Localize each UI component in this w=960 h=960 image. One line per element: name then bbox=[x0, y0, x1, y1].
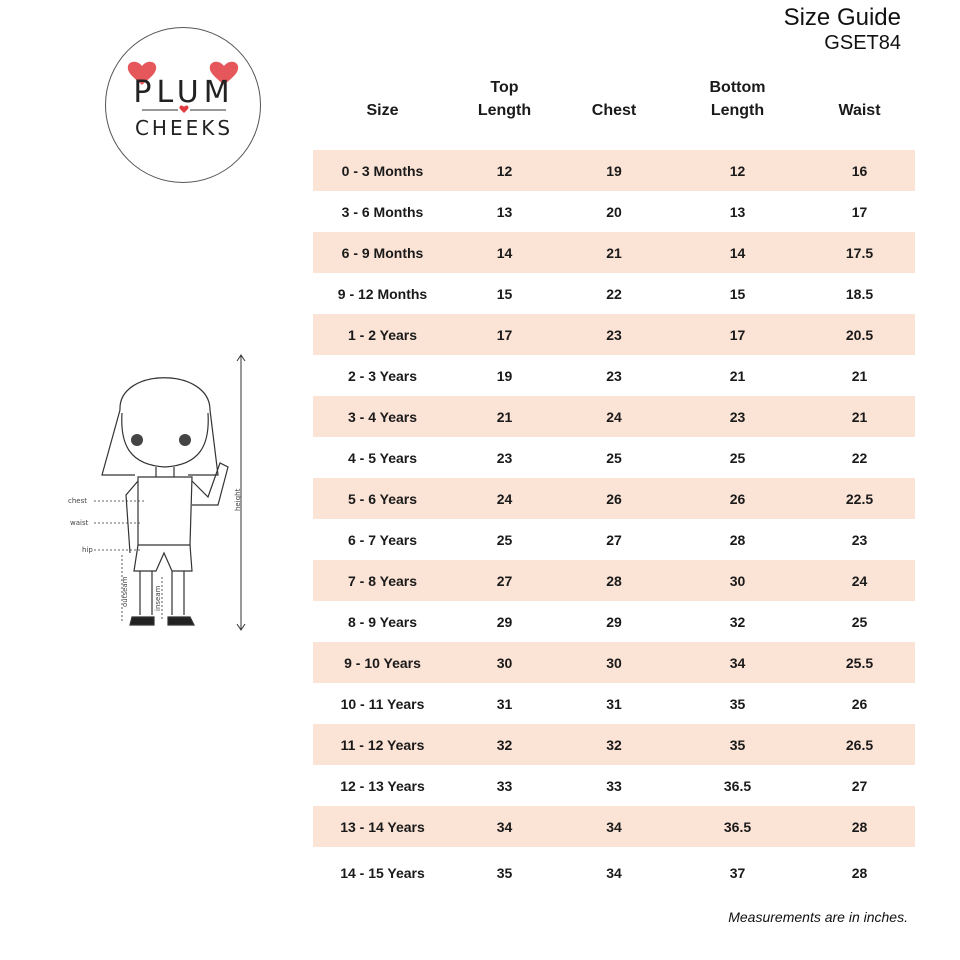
table-header-row bbox=[313, 66, 915, 126]
cell-chest: 23 bbox=[557, 314, 671, 355]
cell-top-length: 19 bbox=[496, 367, 513, 384]
cell-bottom-length: 30 bbox=[671, 560, 804, 601]
cell-chest: 30 bbox=[557, 642, 671, 683]
cell-size: 0 - 3 Months bbox=[313, 150, 452, 191]
table-row bbox=[313, 560, 915, 601]
cell-size: 5 - 6 Years bbox=[313, 478, 452, 519]
chest-label: chest bbox=[68, 497, 87, 505]
cell-top-length: 34 bbox=[452, 806, 557, 847]
cell-top-length: 30 bbox=[452, 642, 557, 683]
cell-top-length: 13 bbox=[496, 203, 513, 220]
size-guide-title bbox=[784, 4, 901, 54]
cell-chest: 24 bbox=[557, 396, 671, 437]
cell-top-length: 25 bbox=[496, 531, 513, 548]
logo-word-plum: PLUM bbox=[133, 75, 235, 110]
header-bottom-length: Bottom Length bbox=[709, 79, 766, 119]
child-figure-illustration bbox=[60, 345, 260, 640]
size-chart-table bbox=[313, 66, 915, 899]
table-row bbox=[313, 191, 915, 232]
cell-chest: 34 bbox=[606, 865, 622, 881]
cell-chest: 28 bbox=[557, 560, 671, 601]
header-size: Size bbox=[366, 102, 399, 119]
cell-bottom-length: 26 bbox=[671, 478, 804, 519]
cell-bottom-length: 15 bbox=[729, 285, 746, 302]
cell-waist: 21 bbox=[804, 396, 915, 437]
cell-bottom-length: 12 bbox=[671, 150, 804, 191]
cell-size: 6 - 9 Months bbox=[313, 232, 452, 273]
cell-bottom-length: 36.5 bbox=[723, 777, 752, 794]
cell-chest: 22 bbox=[606, 285, 622, 302]
cell-top-length: 27 bbox=[452, 560, 557, 601]
units-note: Measurements are in inches. bbox=[728, 909, 908, 925]
cell-size: 10 - 11 Years bbox=[340, 695, 425, 712]
cell-size: 1 - 2 Years bbox=[313, 314, 452, 355]
cell-size: 8 - 9 Years bbox=[347, 613, 418, 630]
cell-chest: 33 bbox=[606, 777, 622, 794]
table-row bbox=[313, 232, 915, 273]
cell-waist: 20.5 bbox=[804, 314, 915, 355]
inseam-label: inseam bbox=[154, 585, 162, 611]
hip-label: hip bbox=[82, 546, 93, 554]
cell-waist: 22.5 bbox=[804, 478, 915, 519]
table-row bbox=[313, 847, 915, 899]
cell-waist: 16 bbox=[804, 150, 915, 191]
table-row bbox=[313, 437, 915, 478]
cell-waist: 21 bbox=[851, 367, 868, 384]
cell-waist: 26.5 bbox=[804, 724, 915, 765]
table-body bbox=[313, 126, 915, 899]
cell-chest: 31 bbox=[606, 695, 622, 712]
cell-waist: 17.5 bbox=[804, 232, 915, 273]
cell-size: 11 - 12 Years bbox=[313, 724, 452, 765]
cell-top-length: 15 bbox=[496, 285, 513, 302]
cell-chest: 32 bbox=[557, 724, 671, 765]
header-spacer bbox=[313, 126, 915, 150]
cell-size: 2 - 3 Years bbox=[347, 367, 418, 384]
cell-waist: 28 bbox=[851, 865, 868, 881]
cell-size: 14 - 15 Years bbox=[340, 865, 425, 881]
product-code: GSET84 bbox=[824, 32, 901, 54]
cell-top-length: 29 bbox=[496, 613, 513, 630]
cell-top-length: 33 bbox=[496, 777, 513, 794]
cell-size: 3 - 6 Months bbox=[341, 203, 424, 220]
cell-top-length: 14 bbox=[452, 232, 557, 273]
cell-top-length: 23 bbox=[496, 449, 513, 466]
cell-top-length: 31 bbox=[496, 695, 513, 712]
table-row bbox=[313, 355, 915, 396]
cell-waist: 23 bbox=[851, 531, 868, 548]
cell-top-length: 17 bbox=[452, 314, 557, 355]
waist-label: waist bbox=[70, 519, 89, 527]
table-row bbox=[313, 150, 915, 191]
header-waist: Waist bbox=[838, 102, 881, 119]
measurement-figure bbox=[60, 345, 260, 640]
cell-bottom-length: 36.5 bbox=[671, 806, 804, 847]
cell-waist: 17 bbox=[851, 203, 868, 220]
cell-bottom-length: 37 bbox=[729, 865, 746, 881]
table-row bbox=[313, 396, 915, 437]
cell-bottom-length: 35 bbox=[671, 724, 804, 765]
cell-waist: 27 bbox=[851, 777, 868, 794]
cell-top-length: 21 bbox=[452, 396, 557, 437]
cell-waist: 25.5 bbox=[804, 642, 915, 683]
table-row bbox=[313, 273, 915, 314]
cell-size: 6 - 7 Years bbox=[347, 531, 418, 548]
cell-bottom-length: 14 bbox=[671, 232, 804, 273]
cell-waist: 18.5 bbox=[845, 285, 874, 302]
table-row bbox=[313, 314, 915, 355]
cell-top-length: 12 bbox=[452, 150, 557, 191]
cell-chest: 27 bbox=[606, 531, 622, 548]
cell-chest: 25 bbox=[606, 449, 622, 466]
logo-word-cheeks: CHEEKS bbox=[134, 116, 234, 140]
cell-bottom-length: 17 bbox=[671, 314, 804, 355]
cell-bottom-length: 35 bbox=[729, 695, 746, 712]
cell-top-length: 24 bbox=[452, 478, 557, 519]
table-row bbox=[313, 601, 915, 642]
cell-size: 12 - 13 Years bbox=[340, 777, 425, 794]
header-chest: Chest bbox=[591, 102, 637, 119]
height-label: height bbox=[234, 488, 242, 511]
cell-size: 4 - 5 Years bbox=[347, 449, 418, 466]
cell-bottom-length: 28 bbox=[729, 531, 746, 548]
cell-waist: 28 bbox=[804, 806, 915, 847]
table-row bbox=[313, 478, 915, 519]
cell-chest: 34 bbox=[557, 806, 671, 847]
plum-cheeks-logo bbox=[105, 27, 261, 183]
cell-chest: 29 bbox=[606, 613, 622, 630]
logo-graphic bbox=[106, 28, 262, 184]
table-row bbox=[313, 765, 915, 806]
cell-bottom-length: 34 bbox=[671, 642, 804, 683]
outseam-label: outseam bbox=[121, 576, 129, 607]
table-row bbox=[313, 724, 915, 765]
cell-bottom-length: 25 bbox=[729, 449, 746, 466]
cell-size: 13 - 14 Years bbox=[313, 806, 452, 847]
cell-waist: 24 bbox=[804, 560, 915, 601]
table-row bbox=[313, 642, 915, 683]
cell-size: 9 - 10 Years bbox=[313, 642, 452, 683]
table-row bbox=[313, 806, 915, 847]
cell-chest: 26 bbox=[557, 478, 671, 519]
cell-bottom-length: 21 bbox=[729, 367, 746, 384]
table-row bbox=[313, 683, 915, 724]
cell-chest: 20 bbox=[606, 203, 622, 220]
cell-top-length: 35 bbox=[496, 865, 513, 881]
cell-top-length: 32 bbox=[452, 724, 557, 765]
cell-waist: 22 bbox=[851, 449, 868, 466]
table-row bbox=[313, 519, 915, 560]
cell-bottom-length: 13 bbox=[729, 203, 746, 220]
cell-bottom-length: 32 bbox=[729, 613, 746, 630]
cell-chest: 21 bbox=[557, 232, 671, 273]
cell-size: 9 - 12 Months bbox=[337, 285, 428, 302]
cell-waist: 26 bbox=[851, 695, 868, 712]
cell-size: 7 - 8 Years bbox=[313, 560, 452, 601]
cell-bottom-length: 23 bbox=[671, 396, 804, 437]
cell-waist: 25 bbox=[851, 613, 868, 630]
cell-size: 3 - 4 Years bbox=[313, 396, 452, 437]
cell-chest: 19 bbox=[557, 150, 671, 191]
cell-chest: 23 bbox=[606, 367, 622, 384]
title-text: Size Guide bbox=[783, 4, 901, 31]
header-top-length: Top Length bbox=[477, 79, 532, 119]
